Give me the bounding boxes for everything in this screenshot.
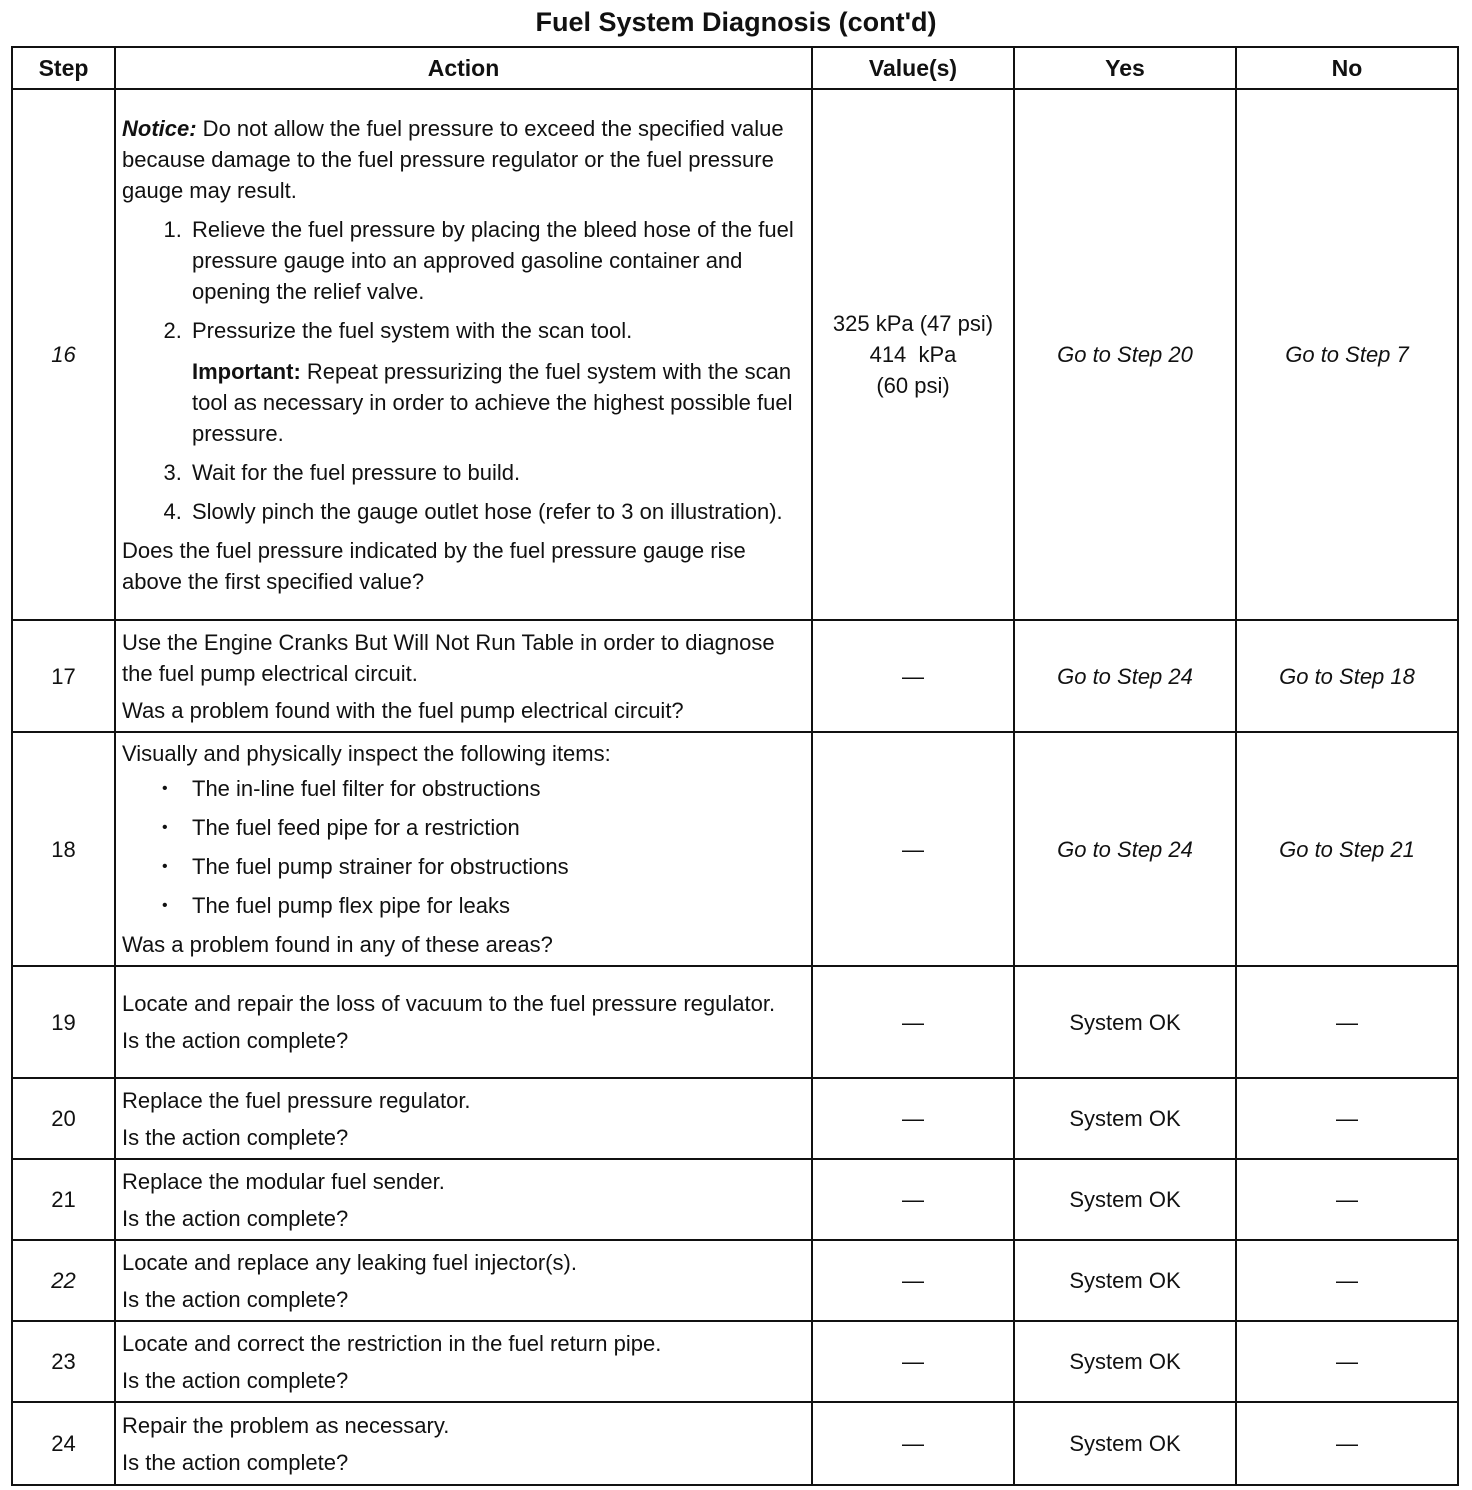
question: Is the action complete? [122, 1205, 349, 1231]
list-item: • The fuel feed pipe for a restriction [192, 812, 805, 843]
step-number: 17 [12, 620, 115, 732]
notice-text: Do not allow the fuel pressure to exceed the specified value because damage to the fuel pressure regulator or the fuel pressure gauge may result. [122, 115, 784, 203]
no-cell: Go to Step 21 [1236, 732, 1458, 966]
yes-cell: System OK [1014, 1159, 1236, 1240]
notice-label: Notice: [122, 115, 197, 141]
list-item [188, 315, 805, 449]
value-cell: — [812, 1078, 1014, 1159]
table-row-step-17 [12, 620, 1458, 732]
header-no: No [1236, 47, 1458, 89]
question: Was a problem found with the fuel pump electrical circuit? [122, 697, 684, 723]
table-row-step-19 [12, 966, 1458, 1078]
page-title: Fuel System Diagnosis (cont'd) [535, 7, 937, 37]
list-item: 1. Relieve the fuel pressure by placing the bleed hose of the fuel pressure gauge into an approved gasoline container and opening the relief valve. [188, 214, 805, 307]
header-action: Action [115, 47, 812, 89]
action-cell [115, 1402, 812, 1485]
table-row-step-22 [12, 1240, 1458, 1321]
table-row-step-16 [12, 89, 1458, 620]
yes-cell: Go to Step 24 [1014, 732, 1236, 966]
action-text: Visually and physically inspect the following items: [122, 741, 611, 766]
action-cell [115, 89, 812, 620]
table-row-step-20 [12, 1078, 1458, 1159]
value-line: 325 kPa (47 psi) [832, 311, 994, 336]
action-text: Locate and replace any leaking fuel injector(s). [122, 1249, 577, 1275]
no-cell: — [1236, 1078, 1458, 1159]
list-item: • The fuel pump strainer for obstructions [192, 851, 805, 882]
value-cell: — [812, 1159, 1014, 1240]
action-text: Use the Engine Cranks But Will Not Run Table in order to diagnose the fuel pump electrical circuit. [122, 629, 775, 686]
diagnosis-table [11, 46, 1459, 1486]
value-cell: — [812, 1402, 1014, 1485]
list-item-text: Pressurize the fuel system with the scan tool. [192, 317, 633, 343]
action-cell [115, 1240, 812, 1321]
step-number: 21 [12, 1159, 115, 1240]
table-row-step-24 [12, 1402, 1458, 1485]
inspection-list [122, 773, 805, 921]
yes-cell: System OK [1014, 966, 1236, 1078]
question: Is the action complete? [122, 1028, 349, 1053]
important-label: Important: [192, 358, 301, 384]
no-cell: Go to Step 18 [1236, 620, 1458, 732]
question: Is the action complete? [122, 1449, 349, 1475]
header-yes: Yes [1014, 47, 1236, 89]
action-text: Locate and repair the loss of vacuum to the fuel pressure regulator. [122, 991, 776, 1016]
step-number: 18 [12, 732, 115, 966]
action-cell [115, 620, 812, 732]
no-cell: — [1236, 1159, 1458, 1240]
notice [122, 113, 805, 206]
important-note [192, 356, 805, 449]
no-cell: — [1236, 966, 1458, 1078]
action-cell [115, 1078, 812, 1159]
list-item: 3. Wait for the fuel pressure to build. [188, 457, 805, 488]
no-cell: Go to Step 7 [1236, 89, 1458, 620]
table-row-step-23 [12, 1321, 1458, 1402]
question: Does the fuel pressure indicated by the fuel pressure gauge rise above the first specified value? [122, 537, 746, 594]
action-cell [115, 966, 812, 1078]
yes-cell: System OK [1014, 1078, 1236, 1159]
value-cell: — [812, 620, 1014, 732]
value-line: 414 kPa [869, 342, 957, 367]
value-cell: — [812, 966, 1014, 1078]
procedure-list [122, 214, 805, 527]
value-cell: — [812, 1240, 1014, 1321]
value-cell [812, 89, 1014, 620]
yes-cell: Go to Step 20 [1014, 89, 1236, 620]
header-row [12, 47, 1458, 89]
step-number: 22 [12, 1240, 115, 1321]
question: Was a problem found in any of these areas? [122, 932, 553, 957]
question: Is the action complete? [122, 1367, 349, 1393]
yes-cell: Go to Step 24 [1014, 620, 1236, 732]
header-values: Value(s) [812, 47, 1014, 89]
header-step: Step [12, 47, 115, 89]
value-line: (60 psi) [876, 373, 950, 398]
value-cell: — [812, 732, 1014, 966]
list-item: • The fuel pump flex pipe for leaks [192, 890, 805, 921]
yes-cell: System OK [1014, 1321, 1236, 1402]
no-cell: — [1236, 1402, 1458, 1485]
action-text: Repair the problem as necessary. [122, 1412, 450, 1438]
table-row-step-18 [12, 732, 1458, 966]
list-item: 4. Slowly pinch the gauge outlet hose (refer to 3 on illustration). [188, 496, 805, 527]
table-row-step-21 [12, 1159, 1458, 1240]
step-number: 24 [12, 1402, 115, 1485]
no-cell: — [1236, 1240, 1458, 1321]
yes-cell: System OK [1014, 1402, 1236, 1485]
action-cell [115, 1321, 812, 1402]
step-number: 20 [12, 1078, 115, 1159]
list-item: • The in-line fuel filter for obstructions [192, 773, 805, 804]
action-cell [115, 732, 812, 966]
value-cell: — [812, 1321, 1014, 1402]
step-number: 19 [12, 966, 115, 1078]
action-text: Locate and correct the restriction in the fuel return pipe. [122, 1330, 662, 1356]
important-text: Repeat pressurizing the fuel system with the scan tool as necessary in order to achieve the highest possible fuel pressure. [192, 358, 793, 446]
step-number: 23 [12, 1321, 115, 1402]
action-text: Replace the modular fuel sender. [122, 1168, 445, 1194]
question: Is the action complete? [122, 1124, 349, 1150]
yes-cell: System OK [1014, 1240, 1236, 1321]
step-number: 16 [12, 89, 115, 620]
action-text: Replace the fuel pressure regulator. [122, 1087, 471, 1113]
action-cell [115, 1159, 812, 1240]
question: Is the action complete? [122, 1286, 349, 1312]
no-cell: — [1236, 1321, 1458, 1402]
